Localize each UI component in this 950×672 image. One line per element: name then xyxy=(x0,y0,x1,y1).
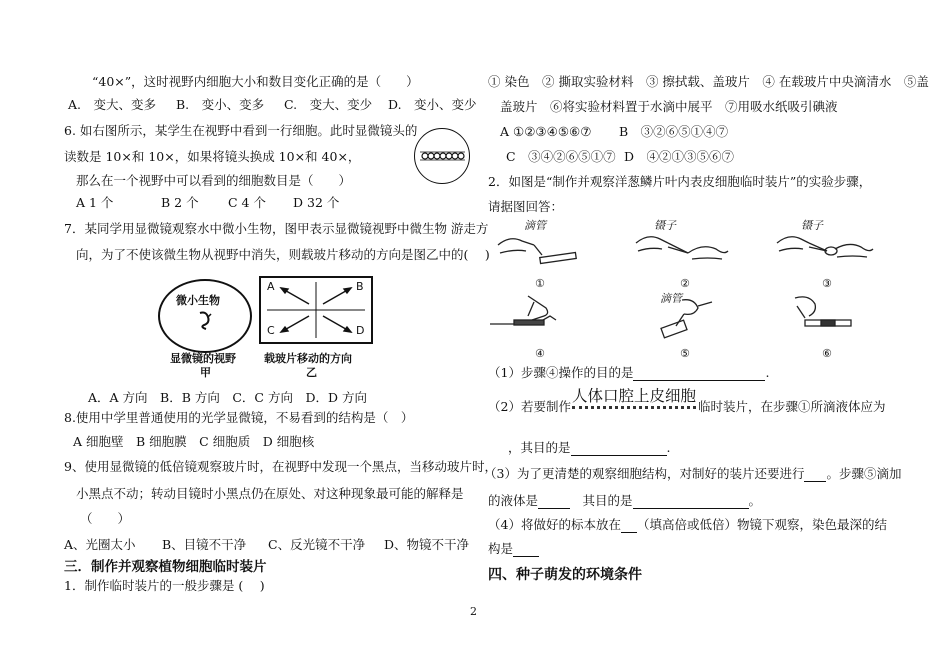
sub-question-2-line2: ，其目的是 . xyxy=(508,440,671,455)
q8-stem: 8.使用中学里普通使用的光学显微镜，不易看到的结构是（ ） xyxy=(64,410,414,425)
answer-blank-5[interactable] xyxy=(633,494,749,509)
hand-slide-icon xyxy=(488,290,588,345)
q5-option-a: A. 变大、变多 xyxy=(68,97,157,112)
hand-slide-icon xyxy=(775,290,875,345)
step-5-figure xyxy=(632,290,732,345)
tweezers-icon xyxy=(775,215,875,275)
step-3-figure xyxy=(775,215,875,275)
figure-jia-field xyxy=(158,279,252,353)
q2-stem-line2: 请据图回答： xyxy=(488,199,564,214)
step-2-number: ② xyxy=(680,277,690,290)
cell-row-icon xyxy=(415,129,469,183)
direction-label-b: B xyxy=(356,280,364,293)
direction-label-c: C xyxy=(267,324,275,337)
sub-question-2-cont: 临时装片，在步骤①所滴液体应为 xyxy=(698,399,886,414)
answer-blank-4[interactable] xyxy=(538,494,570,509)
q9-option-b: B、目镜不干净 xyxy=(162,537,247,552)
sub-question-4: （4）将做好的标本放在 （填高倍或低倍）物镜下观察，染色最深的结 xyxy=(488,517,887,532)
q9-option-a: A、光圈太小 xyxy=(64,537,136,552)
sub-question-1: （1）步骤④操作的目的是 . xyxy=(488,365,770,380)
answer-blank-6[interactable] xyxy=(621,518,637,533)
q6-option-b: B 2 个 xyxy=(161,195,199,210)
step-1-figure xyxy=(490,215,590,275)
step-5-number: ⑤ xyxy=(680,347,690,360)
s3q1-option-a: A ①②③④⑤⑥⑦ xyxy=(500,124,592,139)
step-2-tool-label: 镊子 xyxy=(654,219,676,232)
q6-option-d: D 32 个 xyxy=(293,195,340,210)
answer-blank-7[interactable] xyxy=(513,542,539,557)
step-3-number: ③ xyxy=(822,277,832,290)
page-number: 2 xyxy=(470,605,477,618)
direction-label-a: A xyxy=(267,280,275,293)
sub-question-3-line2: 的液体是 其目的是 。 xyxy=(488,493,762,508)
direction-label-d: D xyxy=(356,324,365,337)
dropper-icon xyxy=(490,215,590,275)
handwritten-insert: 人体口腔上皮细胞 xyxy=(572,386,696,409)
s3q1-option-c: C ③④②⑥⑤①⑦ xyxy=(506,149,616,164)
step-1-number: ① xyxy=(535,277,545,290)
q6-option-a: A 1 个 xyxy=(76,195,114,210)
q6-option-c: C 4 个 xyxy=(228,195,266,210)
q8-options: A 细胞壁 B 细胞膜 C 细胞质 D 细胞核 xyxy=(73,434,315,449)
q6-stem-line1: 6. 如右图所示，某学生在视野中看到一行细胞。此时显微镜头的 xyxy=(64,123,418,138)
section-4-title: 四、种子萌发的环境条件 xyxy=(488,567,642,583)
q7-options: A．A 方向 B．B 方向 C．C 方向 D．D 方向 xyxy=(88,390,367,405)
figure-jia-organism-label: 微小生物 xyxy=(176,294,220,307)
figure-jia-caption: 显微镜的视野 xyxy=(170,352,236,365)
q6-stem-line3: 那么在一个视野中可以看到的细胞数目是（ ） xyxy=(76,173,352,188)
figure-yi-box xyxy=(259,276,373,344)
step-2-figure xyxy=(632,215,732,275)
tweezers-icon xyxy=(632,215,732,275)
q9-stem-line2: 小黑点不动；转动目镜时小黑点仍在原处、对这种现象最可能的解释是 xyxy=(76,486,464,501)
q2-stem-line1: 2．如图是“制作并观察洋葱鳞片叶内表皮细胞临时装片”的实验步骤， xyxy=(488,174,872,189)
steps-list-line1: ① 染色 ② 撕取实验材料 ③ 擦拭载、盖玻片 ④ 在载玻片中央滴清水 ⑤盖 xyxy=(488,74,929,89)
answer-blank-3[interactable] xyxy=(804,467,826,482)
dropper-icon xyxy=(632,290,732,345)
step-6-figure xyxy=(775,290,875,345)
figure-yi-name: 乙 xyxy=(306,366,317,379)
q5-stem: “40×”，这时视野内细胞大小和数目变化正确的是（ ） xyxy=(92,74,419,89)
s3q1-option-b: B ③②⑥⑤①④⑦ xyxy=(619,124,729,139)
q7-stem-line1: 7．某同学用显微镜观察水中微小生物，图甲表示显微镜视野中微生物 游走方 xyxy=(64,221,489,236)
microscope-field-figure xyxy=(414,128,470,184)
step-3-tool-label: 镊子 xyxy=(801,219,823,232)
q9-option-d: D、物镜不干净 xyxy=(384,537,470,552)
q9-option-c: C、反光镜不干净 xyxy=(268,537,366,552)
step-4-figure xyxy=(488,290,588,345)
section-3-title: 三．制作并观察植物细胞临时装片 xyxy=(64,559,267,575)
steps-list-line2: 盖玻片 ⑥将实验材料置于水滴中展平 ⑦用吸水纸吸引碘液 xyxy=(500,99,838,114)
answer-blank-1[interactable] xyxy=(633,366,765,381)
sub-question-4-line2: 构是 xyxy=(488,541,539,557)
q9-stem-line3: （ ） xyxy=(80,511,131,526)
answer-blank-2[interactable] xyxy=(571,441,667,456)
s3q1-option-d: D ④②①③⑤⑥⑦ xyxy=(624,149,735,164)
q7-stem-line2: 向，为了不使该微生物从视野中消失，则载玻片移动的方向是图乙中的( ) xyxy=(76,247,490,262)
figure-jia-name: 甲 xyxy=(200,366,211,379)
step-6-number: ⑥ xyxy=(822,347,832,360)
microorganism-icon xyxy=(196,309,216,331)
sub-question-3: （3）为了更清楚的观察细胞结构，对制好的装片还要进行 。步骤⑤滴加 xyxy=(484,466,902,481)
q6-stem-line2: 读数是 10×和 10×，如果将镜头换成 10×和 40×， xyxy=(64,149,361,164)
section-3-q1: 1．制作临时装片的一般步骤是 ( ) xyxy=(64,578,265,593)
figure-yi-caption: 载玻片移动的方向 xyxy=(264,352,352,365)
step-1-tool-label: 滴管 xyxy=(524,219,546,232)
q5-option-b: B. 变小、变多 xyxy=(176,97,265,112)
sub-question-2: （2）若要制作 xyxy=(488,399,571,414)
step-5-tool-label: 滴管 xyxy=(660,292,682,305)
q9-stem-line1: 9、使用显微镜的低倍镜观察玻片时，在视野中发现一个黑点，当移动玻片时， xyxy=(64,459,497,474)
direction-arrows-icon xyxy=(261,278,371,342)
q5-option-c: C. 变大、变少 xyxy=(284,97,373,112)
step-4-number: ④ xyxy=(535,347,545,360)
q5-option-d: D. 变小、变少 xyxy=(388,97,477,112)
